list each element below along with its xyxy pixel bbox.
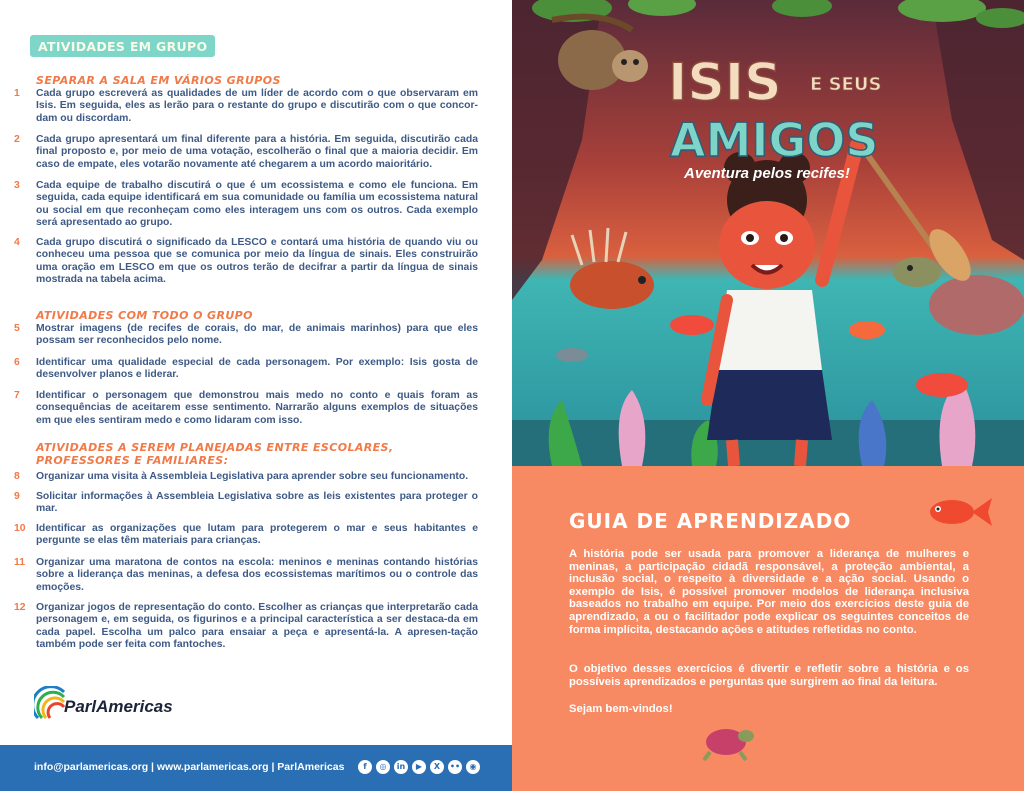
podcast-icon[interactable]: ◉	[466, 760, 480, 774]
section2-heading: ATIVIDADES COM TODO O GRUPO	[36, 309, 253, 322]
section1-heading: SEPARAR A SALA EM VÁRIOS GRUPOS	[36, 74, 281, 87]
item-text: Identificar o personagem que demonstrou mais medo no conto e quais foram as consequências de aceitarem esse sentimento. Narrarão alguns exemplos de situações em que eles sentiram medo e como lidaram com isso.	[36, 390, 478, 426]
x-icon[interactable]: X	[430, 760, 444, 774]
item-text: Organizar jogos de representação do conto. Escolher as crianças que interpretarão cada personagem e, em seguida, os figurinos e a principal característica a ser destaca-da em cada papel. Escolha um palco para ensaiar a peça e apresentá-la. A apresen-tação também pode ser feita com fantoches.	[36, 602, 478, 650]
activity-item-8	[14, 471, 478, 483]
baby-turtle-icon	[696, 716, 756, 762]
item-number: 8	[14, 471, 20, 482]
guide-title: GUIA DE APRENDIZADO	[569, 509, 852, 533]
cover-page	[512, 0, 1024, 791]
item-number: 3	[14, 180, 20, 191]
flickr-icon[interactable]: ••	[448, 760, 462, 774]
item-text: Mostrar imagens (de recifes de corais, do mar, de animais marinhos) para que eles possam ser reconhecidos pelo nome.	[36, 323, 478, 347]
cover-title-amigos: AMIGOS	[670, 113, 879, 167]
activity-item-1	[14, 88, 478, 125]
group-activities-pill: ATIVIDADES EM GRUPO	[30, 35, 215, 57]
guide-paragraph-2: O objetivo desses exercícios é divertir e refletir sobre a história e os possíveis aprendizados e perguntas que surgirem ao final da leitura.	[569, 663, 969, 688]
item-number: 6	[14, 357, 20, 368]
item-number: 9	[14, 491, 20, 502]
linkedin-icon[interactable]: in	[394, 760, 408, 774]
item-text: Cada equipe de trabalho discutirá o que é um ecossistema e como ele funciona. Em seguida, cada equipe identificará em sua comunidade ou família um ecossistema natural ou social em que reconheçam como eles interagem uns com os outros. Cada exemplo será apresentado ao grupo.	[36, 180, 478, 228]
item-text: Cada grupo escreverá as qualidades de um líder de acordo com o que observaram em Isis. Em seguida, eles as lerão para o restante do grupo e discutirão com o que concor-dam ou discordam.	[36, 88, 478, 124]
activity-item-3	[14, 180, 478, 229]
activity-item-5	[14, 323, 478, 348]
logo-text: ParlAmericas	[64, 697, 173, 716]
activity-item-4	[14, 237, 478, 286]
item-text: Organizar uma visita à Assembleia Legislativa para aprender sobre seu funcionamento.	[36, 471, 469, 482]
item-number: 7	[14, 390, 20, 401]
parlamericas-logo	[34, 684, 204, 726]
item-text: Cada grupo discutirá o significado da LESCO e contará uma história de quando viu ou conheceu uma pessoa que se comunica por meio da língua de sinais. Eles construirão uma oração em LESCO em que os outros terão de decifrar a partir da língua de sinais mostrada na tabela acima.	[36, 237, 478, 285]
guide-paragraph-1: A história pode ser usada para promover a liderança de mulheres e meninas, a participação cidadã responsável, a proteção ambiental, a inclusão social, o respeito à diversidade e a ação social. Usando o exemplo de Isis, é possível promover modelos de liderança inclusiva baseados no trabalho em equipe. Por meio dos exercícios deste guia de aprendizado, a ou o facilitador pode explicar os seguintes conceitos de forma implícita, destacando ações e atitudes refletidas no conto.	[569, 548, 969, 636]
reef-scene	[512, 0, 1024, 466]
contact-footer	[0, 745, 512, 791]
parlamericas-logo-icon	[34, 686, 66, 726]
activity-item-12	[14, 602, 478, 651]
item-text: Identificar as organizações que lutam para protegerem o mar e seus habitantes e pergunte se elas têm materiais para crianças.	[36, 523, 478, 547]
goldfish-icon	[922, 490, 994, 532]
item-number: 4	[14, 237, 20, 248]
activity-item-7	[14, 390, 478, 427]
activity-item-6	[14, 357, 478, 382]
item-number: 10	[14, 523, 26, 534]
cover-illustration	[512, 0, 1024, 466]
activity-item-9	[14, 491, 478, 516]
item-text: Solicitar informações à Assembleia Legislativa sobre as leis existentes para proteger o mar.	[36, 491, 478, 515]
facebook-icon[interactable]: f	[358, 760, 372, 774]
item-text: Cada grupo apresentará um final diferente para a história. Em seguida, discutirão cada final proposto e, por meio de uma votação, escolherão o final que a maioria decidir. Em caso de empate, eles votarão novamente até chegarem a um acordo maioritário.	[36, 134, 478, 170]
section3-heading: ATIVIDADES A SEREM PLANEJADAS ENTRE ESCOLARES, PROFESSORES E FAMILIARES:	[36, 441, 394, 467]
item-number: 5	[14, 323, 20, 334]
item-number: 1	[14, 88, 20, 99]
youtube-icon[interactable]: ▶	[412, 760, 426, 774]
activity-item-2	[14, 134, 478, 171]
footer-contact-text: info@parlamericas.org | www.parlamericas.org | ParlAmericas	[34, 761, 345, 773]
item-text: Identificar uma qualidade especial de cada personagem. Por exemplo: Isis gosta de desenvolver planos e liderar.	[36, 357, 478, 381]
guide-paragraph-3: Sejam bem-vindos!	[569, 703, 673, 715]
cover-title-isis: ISIS	[668, 53, 782, 113]
activity-item-10	[14, 523, 478, 548]
learning-guide-panel	[512, 466, 1024, 791]
item-number: 2	[14, 134, 20, 145]
activity-item-11	[14, 557, 478, 594]
item-number: 11	[14, 557, 25, 568]
item-number: 12	[14, 602, 26, 613]
item-text: Organizar uma maratona de contos na escola: meninos e meninas contando histórias sobre a liderança das meninas, a defesa dos ecossistemas marítimos ou o controle das emoções.	[36, 557, 478, 593]
cover-subtitle: Aventura pelos recifes!	[684, 165, 850, 182]
cover-title-e-seus: E SEUS	[810, 74, 882, 95]
instagram-icon[interactable]: ◎	[376, 760, 390, 774]
